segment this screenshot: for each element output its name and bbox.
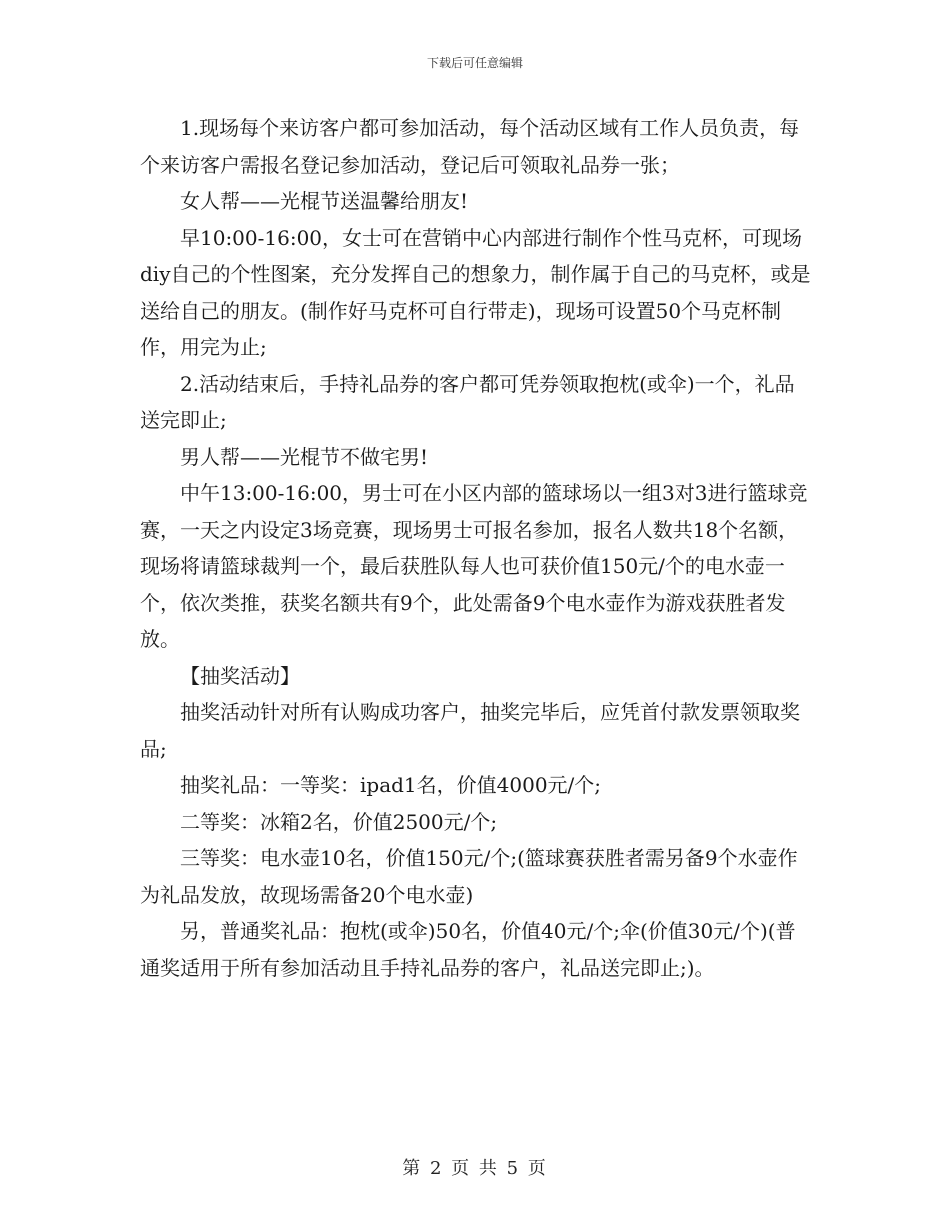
paragraph-third-prize: 三等奖：电水壶10名，价值150元/个;(篮球赛获胜者需另备9个水壶作为礼品发放，故现场需备20个电水壶): [140, 846, 798, 907]
paragraph-onsite-rules: 1.现场每个来访客户都可参加活动，每个活动区域有工作人员负责，每个来访客户需报名登记参加活动，登记后可领取礼品券一张；: [140, 116, 800, 177]
paragraph-second-prize: 二等奖：冰箱2名，价值2500元/个;: [180, 809, 498, 834]
paragraph-women-heading: 女人帮——光棍节送温馨给朋友!: [180, 189, 469, 213]
section-heading-lottery: 【抽奖活动】: [180, 663, 300, 688]
page-header-note: 下载后可任意编辑: [426, 56, 523, 70]
paragraph-men-activity: 中午13:00-16:00，男士可在小区内部的篮球场以一组3对3进行篮球竞赛，一天之内设定3场竞赛，现场男士可报名参加，报名人数共18个名额，现场将请篮球裁判一个，最后获胜队每人也可获价值150元/个的电水壶一个，依次类推，获奖名额共有9个，此处需备9个电水壶作为游戏获胜者发放。: [140, 481, 808, 651]
paragraph-men-heading: 男人帮——光棍节不做宅男!: [180, 444, 429, 469]
paragraph-after-event: 2.活动结束后，手持礼品券的客户都可凭券领取抱枕(或伞)一个，礼品送完即止;: [140, 371, 795, 432]
document-body: [140, 110, 812, 986]
paragraph-first-prize: 抽奖礼品：一等奖：ipad1名，价值4000元/个;: [180, 773, 602, 797]
paragraph-general-prize: 另，普通奖礼品：抱枕(或伞)50名，价值40元/个;伞(价值30元/个)(普通奖适用于所有参加活动且手持礼品券的客户，礼品送完即止;)。: [140, 919, 796, 980]
page-number: 第 2 页 共 5 页: [402, 1158, 548, 1179]
paragraph-women-activity: 早10:00-16:00，女士可在营销中心内部进行制作个性马克杯，可现场diy自己的个性图案，充分发挥自己的想象力，制作属于自己的马克杯，或是送给自己的朋友。(制作好马克杯可自行带走)，现场可设置50个马克杯制作，用完为止;: [140, 225, 811, 359]
paragraph-lottery-intro: 抽奖活动针对所有认购成功客户，抽奖完毕后，应凭首付款发票领取奖品;: [140, 700, 800, 761]
